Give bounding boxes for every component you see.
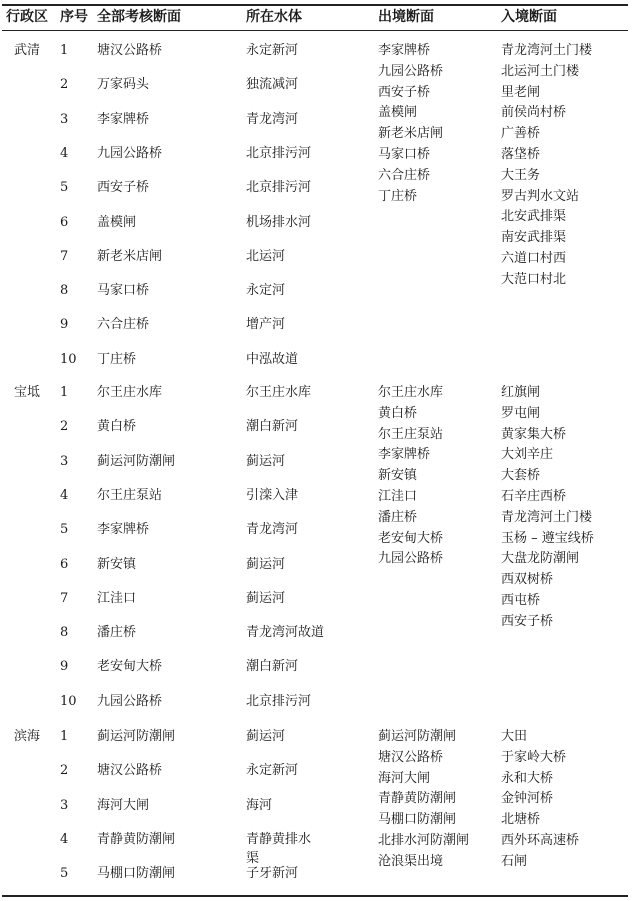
row-section: 九园公路桥 bbox=[97, 145, 163, 161]
row-section: 塘汉公路桥 bbox=[97, 43, 163, 58]
row-water-body: 北运河 bbox=[246, 248, 286, 264]
row-seq: 2 bbox=[60, 419, 69, 435]
row-section: 九园公路桥 bbox=[97, 693, 163, 709]
row-section: 李家牌桥 bbox=[97, 522, 150, 538]
row-water-body: 蓟运河 bbox=[246, 453, 286, 469]
row-seq: 5 bbox=[60, 180, 69, 196]
exit-section: 尔王庄水库 bbox=[378, 385, 444, 400]
row-water-body: 潮白新河 bbox=[246, 419, 299, 435]
table-header-rule bbox=[2, 30, 628, 31]
row-section: 西安子桥 bbox=[97, 180, 150, 196]
row-section: 青静黄防潮闸 bbox=[97, 831, 176, 847]
row-seq: 8 bbox=[60, 283, 69, 299]
row-section: 蓟运河防潮闸 bbox=[97, 729, 176, 744]
exit-section: 马棚口防潮闸 bbox=[378, 812, 457, 828]
exit-section: 老安甸大桥 bbox=[378, 530, 444, 546]
entry-section: 青龙湾河土门楼 bbox=[501, 43, 593, 58]
exit-section: 青静黄防潮闸 bbox=[378, 791, 457, 807]
row-water-body: 北京排污河 bbox=[246, 693, 312, 709]
district-name: 武清 bbox=[14, 43, 41, 58]
exit-section: 江洼口 bbox=[378, 489, 418, 504]
row-seq: 5 bbox=[60, 522, 69, 538]
entry-section: 石辛庄西桥 bbox=[501, 489, 567, 504]
row-water-body: 北京排污河 bbox=[246, 180, 312, 196]
exit-section: 新安镇 bbox=[378, 468, 418, 484]
exit-section: 李家牌桥 bbox=[378, 447, 431, 463]
row-seq: 10 bbox=[60, 351, 77, 367]
row-water-body: 青龙湾河故道 bbox=[246, 625, 325, 641]
row-seq: 9 bbox=[60, 317, 69, 333]
header-entry-sections: 入境断面 bbox=[501, 9, 557, 25]
entry-section: 前侯尚村桥 bbox=[501, 105, 567, 121]
entry-section: 大盘龙防潮闸 bbox=[501, 551, 580, 567]
entry-section: 里老闸 bbox=[501, 84, 541, 100]
row-seq: 9 bbox=[60, 659, 69, 675]
row-section: 江洼口 bbox=[97, 590, 137, 606]
entry-section: 六道口村西 bbox=[501, 251, 567, 266]
row-section: 新安镇 bbox=[97, 556, 137, 572]
row-seq: 4 bbox=[60, 487, 69, 503]
entry-section: 玉杨 – 遵宝线桥 bbox=[501, 530, 594, 546]
row-seq: 1 bbox=[60, 729, 69, 744]
row-water-body: 北京排污河 bbox=[246, 145, 312, 161]
exit-section: 九园公路桥 bbox=[378, 63, 444, 79]
entry-section: 西安子桥 bbox=[501, 613, 554, 629]
row-water-body-cont: 渠 bbox=[246, 850, 260, 866]
row-seq: 3 bbox=[60, 453, 69, 469]
row-seq: 2 bbox=[60, 763, 69, 779]
row-section: 尔王庄泵站 bbox=[97, 487, 163, 503]
row-water-body: 蓟运河 bbox=[246, 590, 286, 606]
header-exit-sections: 出境断面 bbox=[378, 9, 434, 25]
entry-section: 大田 bbox=[501, 729, 528, 744]
row-water-body: 蓟运河 bbox=[246, 729, 286, 744]
row-section: 老安甸大桥 bbox=[97, 659, 163, 675]
row-seq: 7 bbox=[60, 590, 69, 606]
exit-section: 新老米店闸 bbox=[378, 126, 444, 142]
row-seq: 3 bbox=[60, 797, 69, 813]
entry-section: 罗古判水文站 bbox=[501, 188, 580, 204]
exit-section: 九园公路桥 bbox=[378, 551, 444, 567]
entry-section: 大刘辛庄 bbox=[501, 447, 554, 463]
row-water-body: 青静黄排水 bbox=[246, 831, 312, 847]
exit-section: 塘汉公路桥 bbox=[378, 749, 444, 765]
entry-section: 石闸 bbox=[501, 853, 528, 869]
row-seq: 7 bbox=[60, 248, 69, 264]
row-seq: 5 bbox=[60, 866, 69, 882]
exit-section: 蓟运河防潮闸 bbox=[378, 729, 457, 744]
row-section: 马棚口防潮闸 bbox=[97, 866, 176, 882]
row-section: 马家口桥 bbox=[97, 283, 150, 299]
exit-section: 李家牌桥 bbox=[378, 43, 431, 58]
row-water-body: 海河 bbox=[246, 797, 273, 813]
row-section: 李家牌桥 bbox=[97, 111, 150, 127]
row-water-body: 引滦入津 bbox=[246, 487, 299, 503]
exit-section: 丁庄桥 bbox=[378, 188, 418, 204]
row-section: 潘庄桥 bbox=[97, 625, 137, 641]
exit-section: 北排水河防潮闸 bbox=[378, 833, 470, 848]
row-seq: 2 bbox=[60, 77, 69, 93]
row-section: 塘汉公路桥 bbox=[97, 763, 163, 779]
row-water-body: 永定河 bbox=[246, 283, 286, 299]
row-seq: 6 bbox=[60, 214, 69, 230]
entry-section: 南安武排渠 bbox=[501, 230, 567, 246]
row-section: 尔王庄水库 bbox=[97, 385, 163, 400]
exit-section: 西安子桥 bbox=[378, 84, 431, 100]
exit-section: 尔王庄泵站 bbox=[378, 426, 444, 442]
entry-section: 西双树桥 bbox=[501, 572, 554, 588]
entry-section: 北塘桥 bbox=[501, 812, 541, 828]
row-seq: 3 bbox=[60, 111, 69, 127]
exit-section: 马家口桥 bbox=[378, 147, 431, 162]
row-water-body: 蓟运河 bbox=[246, 556, 286, 572]
row-water-body: 独流减河 bbox=[246, 77, 299, 93]
entry-section: 北运河土门楼 bbox=[501, 63, 580, 79]
entry-section: 于家岭大桥 bbox=[501, 749, 567, 765]
row-water-body: 尔王庄水库 bbox=[246, 385, 312, 400]
header-district: 行政区 bbox=[6, 9, 48, 25]
header-all-sections: 全部考核断面 bbox=[97, 9, 181, 25]
exit-section: 六合庄桥 bbox=[378, 167, 431, 183]
row-section: 黄白桥 bbox=[97, 419, 137, 435]
entry-section: 黄家集大桥 bbox=[501, 426, 567, 442]
row-seq: 8 bbox=[60, 625, 69, 641]
exit-section: 黄白桥 bbox=[378, 405, 418, 421]
exit-section: 沧浪渠出境 bbox=[378, 853, 444, 869]
entry-section: 广善桥 bbox=[501, 126, 541, 142]
row-section: 丁庄桥 bbox=[97, 351, 137, 367]
row-seq: 1 bbox=[60, 385, 69, 400]
entry-section: 北安武排渠 bbox=[501, 209, 567, 225]
row-water-body: 机场排水河 bbox=[246, 214, 312, 230]
exit-section: 海河大闸 bbox=[378, 770, 431, 786]
row-seq: 4 bbox=[60, 145, 69, 161]
row-seq: 1 bbox=[60, 43, 69, 58]
row-seq: 4 bbox=[60, 831, 69, 847]
entry-section: 红旗闸 bbox=[501, 385, 541, 400]
row-water-body: 永定新河 bbox=[246, 43, 299, 58]
entry-section: 永和大桥 bbox=[501, 770, 554, 786]
row-section: 海河大闸 bbox=[97, 797, 150, 813]
entry-section: 大套桥 bbox=[501, 468, 541, 484]
row-section: 盖模闸 bbox=[97, 214, 137, 230]
row-water-body: 增产河 bbox=[246, 317, 286, 333]
row-water-body: 青龙湾河 bbox=[246, 522, 299, 538]
row-water-body: 潮白新河 bbox=[246, 659, 299, 675]
district-name: 滨海 bbox=[14, 729, 41, 744]
row-water-body: 青龙湾河 bbox=[246, 111, 299, 127]
row-section: 新老米店闸 bbox=[97, 248, 163, 264]
entry-section: 青龙湾河土门楼 bbox=[501, 509, 593, 525]
entry-section: 西外环高速桥 bbox=[501, 833, 580, 848]
entry-section: 大王务 bbox=[501, 167, 541, 183]
row-seq: 10 bbox=[60, 693, 77, 709]
exit-section: 盖模闸 bbox=[378, 105, 418, 121]
row-section: 万家码头 bbox=[97, 77, 150, 93]
entry-section: 罗屯闸 bbox=[501, 405, 541, 421]
district-name: 宝坻 bbox=[14, 385, 41, 400]
entry-section: 落垡桥 bbox=[501, 147, 541, 162]
header-seq: 序号 bbox=[60, 9, 88, 25]
row-section: 蓟运河防潮闸 bbox=[97, 453, 176, 469]
entry-section: 西屯桥 bbox=[501, 593, 541, 608]
header-water-body: 所在水体 bbox=[246, 9, 302, 25]
row-section: 六合庄桥 bbox=[97, 317, 150, 333]
exit-section: 潘庄桥 bbox=[378, 509, 418, 525]
row-water-body: 中泓故道 bbox=[246, 351, 299, 367]
entry-section: 金钟河桥 bbox=[501, 791, 554, 807]
row-water-body: 子牙新河 bbox=[246, 866, 299, 882]
entry-section: 大范口村北 bbox=[501, 271, 567, 287]
table-bottom-rule bbox=[2, 895, 628, 897]
row-seq: 6 bbox=[60, 556, 69, 572]
row-water-body: 永定新河 bbox=[246, 763, 299, 779]
